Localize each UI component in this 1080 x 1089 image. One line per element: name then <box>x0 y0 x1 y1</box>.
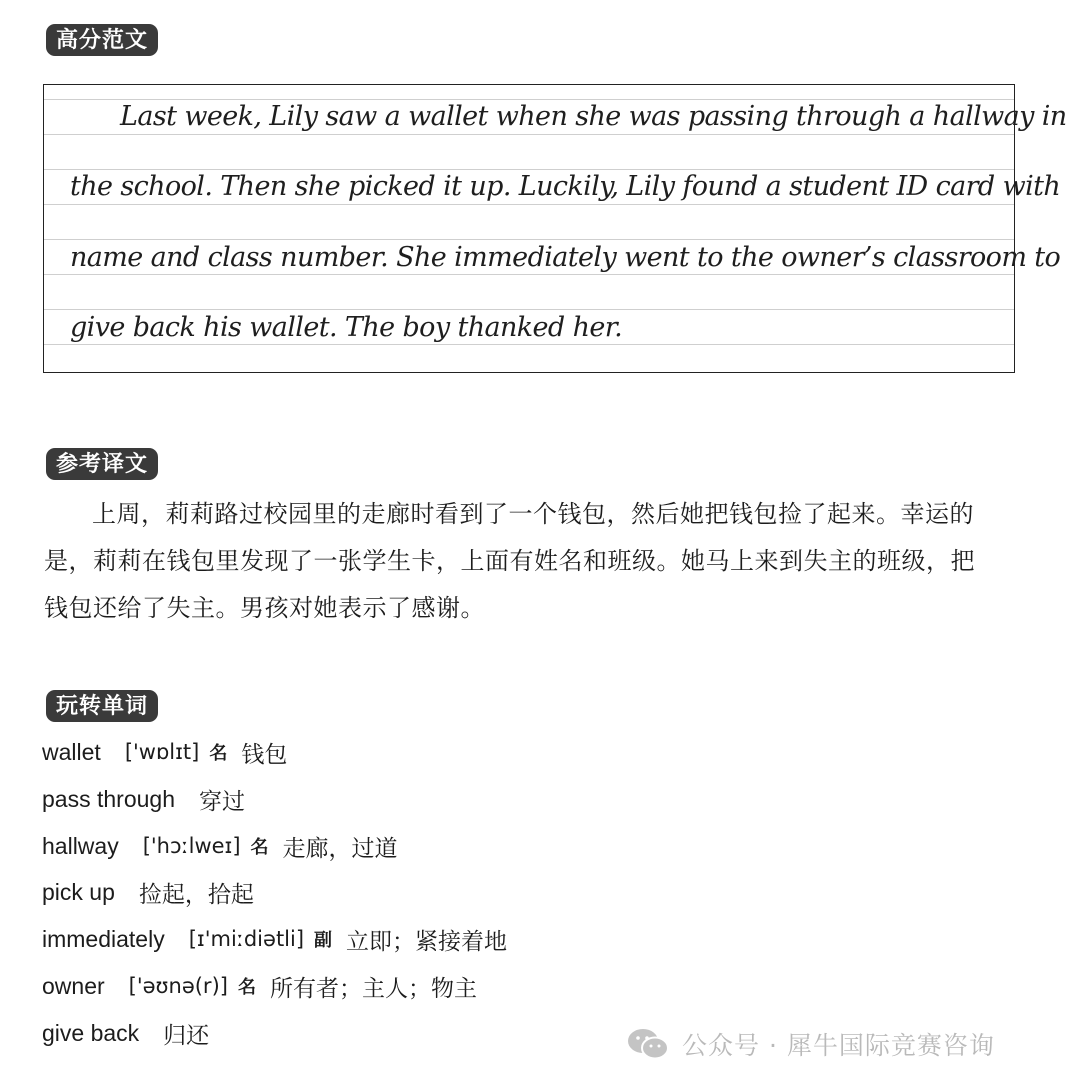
vocab-word: owner <box>42 972 105 999</box>
translation-line-3: 钱包还给了失主。男孩对她表示了感谢。 <box>44 594 485 622</box>
vocab-word: immediately <box>42 925 165 952</box>
vocab-ipa: ['wɒlɪt] <box>124 740 200 764</box>
vocab-section-title: 玩转单词 <box>46 690 158 722</box>
vocab-pos: 副 <box>314 930 333 951</box>
essay-line-4: give back his wallet. The boy thanked her. <box>70 312 623 343</box>
essay-line-2: the school. Then she picked it up. Luckily, Lily found a student ID card with <box>70 171 1061 202</box>
vocab-meaning: 立即；紧接着地 <box>346 928 508 955</box>
vocab-meaning: 走廊，过道 <box>282 835 398 862</box>
vocab-word: hallway <box>42 832 119 859</box>
vocab-meaning: 归还 <box>163 1022 210 1049</box>
essay-line-3: name and class number. She immediately went to the owner’s classroom to <box>70 242 1061 273</box>
vocab-meaning: 穿过 <box>198 788 245 815</box>
vocab-item <box>42 970 477 1002</box>
vocab-item <box>42 736 287 768</box>
essay-line-1: Last week, Lily saw a wallet when she was passing through a hallway in <box>120 101 1067 132</box>
vocab-word: pick up <box>42 878 115 905</box>
vocab-pos: 名 <box>250 837 269 858</box>
vocab-ipa: ['hɔːlweɪ] <box>142 834 241 858</box>
translation-line-2: 是，莉莉在钱包里发现了一张学生卡，上面有姓名和班级。她马上来到失主的班级，把 <box>44 547 975 575</box>
vocab-word: wallet <box>42 738 101 765</box>
vocab-item <box>42 1017 209 1049</box>
translation-section-title: 参考译文 <box>46 448 158 480</box>
essay-section-title: 高分范文 <box>46 24 158 56</box>
vocab-item <box>42 923 507 955</box>
vocab-meaning: 钱包 <box>241 741 288 768</box>
vocab-item <box>42 830 398 862</box>
vocab-pos: 名 <box>237 977 256 998</box>
vocab-meaning: 捡起，拾起 <box>138 881 254 908</box>
vocab-item <box>42 783 245 815</box>
vocab-meaning: 所有者；主人；物主 <box>269 975 477 1002</box>
vocab-ipa: [ɪ'miːdiətli] <box>188 927 305 951</box>
vocab-ipa: ['əʊnə(r)] <box>128 974 228 998</box>
vocab-pos: 名 <box>209 743 228 764</box>
vocab-word: pass through <box>42 785 175 812</box>
wechat-icon <box>626 1027 670 1061</box>
vocab-word: give back <box>42 1019 140 1046</box>
watermark-text: 公众号 · 犀牛国际竞赛咨询 <box>682 1031 995 1060</box>
vocab-item <box>42 876 254 908</box>
watermark <box>626 1024 995 1064</box>
translation-line-1: 上周，莉莉路过校园里的走廊时看到了一个钱包，然后她把钱包捡了起来。幸运的 <box>92 500 974 528</box>
